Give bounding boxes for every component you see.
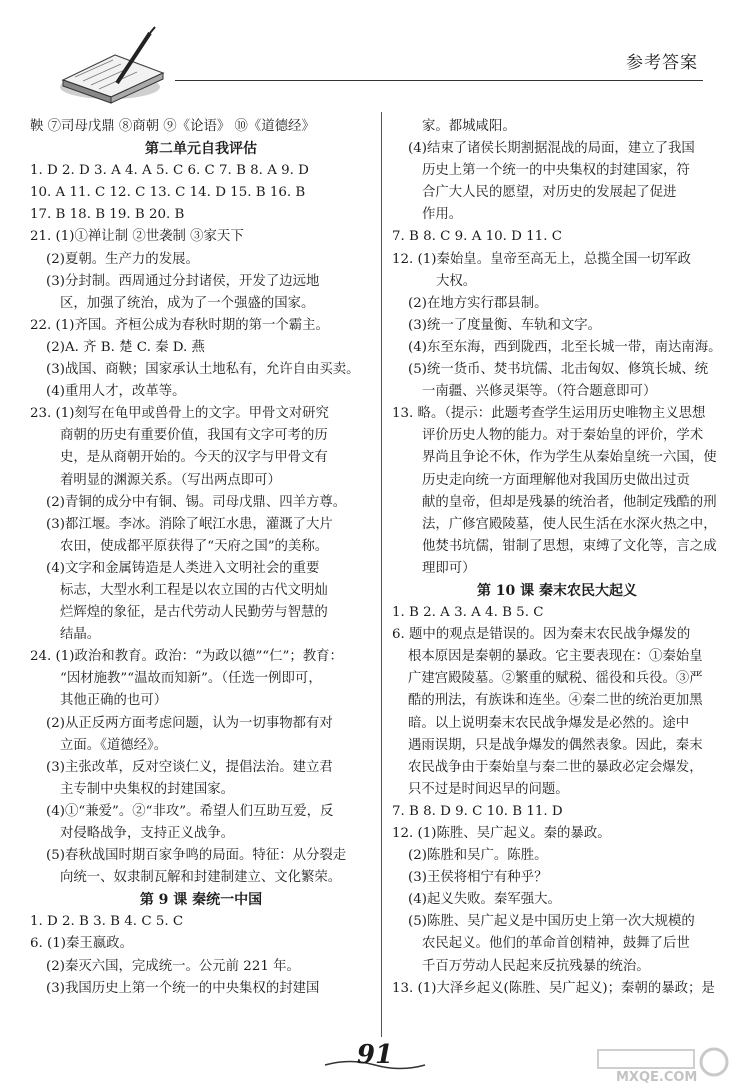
answer-line: 12. (1)秦始皇。皇帝至高无上，总揽全国一切军政 — [392, 251, 691, 267]
answer-line: (3)都江堰。李冰。消除了岷江水患，灌溉了大片 — [46, 516, 333, 532]
answer-line: 大权。 — [436, 273, 477, 289]
answer-line: 法，广修宫殿陵墓，使人民生活在水深火热之中， — [422, 516, 717, 532]
answer-line: 13. 略。（提示：此题考查学生运用历史唯物主义思想 — [392, 406, 706, 422]
answer-line: 理即可） — [422, 560, 476, 576]
answer-line: 农田，使成都平原获得了“天府之国”的美称。 — [60, 538, 329, 554]
answer-line: 评价历史人物的能力。对于秦始皇的评价，学术 — [422, 428, 704, 444]
answer-line: (3)战国、商鞅；国家承认土地私有，允许自由买卖。 — [46, 362, 360, 378]
watermark-text: MXQE.COM — [616, 1070, 698, 1085]
answer-line: 6. (1)秦王嬴政。 — [30, 936, 133, 952]
answer-line: 商朝的历史有重要价值，我国有文字可考的历 — [60, 428, 328, 444]
page-number: 91 — [356, 1040, 394, 1070]
section-heading: 第 10 课 秦末农民大起义 — [476, 582, 638, 599]
section-heading: 第二单元自我评估 — [145, 141, 257, 158]
answer-line: 结晶。 — [60, 627, 101, 643]
answer-line: (2)陈胜和吴广。陈胜。 — [408, 848, 548, 864]
answer-line: (2)从正反两方面考虑问题，认为一切事物都有对 — [46, 715, 333, 731]
answer-column-right — [392, 116, 722, 1000]
answer-line: (2)青铜的成分中有铜、锡。司母戊鼎、四羊方尊。 — [46, 494, 347, 510]
watermark-logo — [596, 1046, 736, 1086]
answer-line: 暗。以上说明秦末农民战争爆发是必然的。途中 — [408, 715, 690, 731]
answer-line: 7. B 8. C 9. A 10. D 11. C — [392, 229, 562, 245]
answer-line: 作用。 — [422, 207, 463, 223]
answer-line: 标志，大型水利工程是以农立国的古代文明灿 — [60, 582, 328, 598]
answer-line: 遇雨误期，只是战争爆发的偶然表象。因此，秦末 — [408, 737, 703, 753]
answer-line: 10. A 11. C 12. C 13. C 14. D 15. B 16. B — [30, 185, 306, 201]
answer-line: (2)A. 齐 B. 楚 C. 秦 D. 燕 — [46, 339, 205, 355]
answer-line: 烂辉煌的象征，是古代劳动人民勤劳与智慧的 — [60, 605, 328, 621]
book-pen-logo-icon — [55, 25, 175, 110]
answer-line: 其他正确的也可） — [60, 693, 168, 709]
answer-line: 向统一、奴隶制瓦解和封建制建立、文化繁荣。 — [60, 870, 342, 886]
answer-line: (2)在地方实行郡县制。 — [408, 295, 548, 311]
answer-line: 着明显的渊源关系。（写出两点即可） — [60, 472, 281, 488]
answer-line: 21. (1)①禅让制 ②世袭制 ③家天下 — [30, 229, 244, 245]
answer-line: (5)陈胜、吴广起义是中国历史上第一次大规模的 — [408, 914, 695, 930]
answer-line: (3)主张改革，反对空谈仁义，提倡法治。建立君 — [46, 759, 333, 775]
answer-line: (3)统一了度量衡、车轨和文字。 — [408, 317, 602, 333]
answer-line: 他焚书坑儒，钳制了思想，束缚了文化等，言之成 — [422, 538, 717, 554]
answer-line: 历史上第一个统一的中央集权的封建国家，符 — [422, 163, 690, 179]
column-divider — [381, 112, 382, 1037]
answer-line: 界尚且争论不休，作为学生从秦始皇统一六国，使 — [422, 450, 717, 466]
page-header — [0, 0, 750, 100]
answer-line: 12. (1)陈胜、吴广起义。秦的暴政。 — [392, 826, 611, 841]
answer-line: 只不过是时间迟早的问题。 — [408, 781, 569, 797]
answer-line: 酷的刑法，有族诛和连坐。④秦二世的统治更加黑 — [408, 693, 703, 709]
answer-line: 对侵略战争，支持正义战争。 — [60, 826, 235, 841]
answer-line: 17. B 18. B 19. B 20. B — [30, 207, 185, 223]
answer-line: 13. (1)大泽乡起义(陈胜、吴广起义)；秦朝的暴政；是 — [392, 980, 715, 996]
answer-line: 立面。《道德经》。 — [60, 737, 168, 753]
answer-line: (4)结束了诸侯长期割据混战的局面，建立了我国 — [408, 141, 695, 157]
answer-line: 1. D 2. B 3. B 4. C 5. C — [30, 914, 184, 930]
answer-line: 24. (1)政治和教育。政治：“为政以德”“仁”；教育： — [30, 649, 343, 665]
answer-line: 农民战争由于秦始皇与秦二世的暴政必定会爆发， — [408, 759, 703, 775]
answer-line: (4)起义失败。秦军强大。 — [408, 892, 561, 908]
answer-line: 广建宫殿陵墓。②繁重的赋税、徭役和兵役。③严 — [408, 671, 703, 687]
answer-line: (3)我国历史上第一个统一的中央集权的封建国 — [46, 980, 320, 996]
answer-line: (3)王侯将相宁有种乎？ — [408, 870, 548, 886]
section-heading: 第 9 课 秦统一中国 — [139, 892, 263, 909]
answer-line: (4)①“兼爱”。②“非攻”。希望人们互助互爱，反 — [46, 803, 334, 819]
header-rule — [175, 80, 703, 81]
answer-line: “因材施教”“温故而知新”。（任选一例即可， — [60, 671, 322, 687]
answer-line: (4)文字和金属铸造是人类进入文明社会的重要 — [46, 560, 320, 576]
answer-line: (2)秦灭六国，完成统一。公元前 221 年。 — [46, 958, 300, 974]
answer-line: 鞅 ⑦司母戊鼎 ⑧商朝 ⑨《论语》 ⑩《道德经》 — [30, 119, 315, 134]
answer-line: 1. B 2. A 3. A 4. B 5. C — [392, 605, 544, 621]
answer-line: 家。都城咸阳。 — [422, 119, 516, 134]
answer-line: (5)统一货币、焚书坑儒、北击匈奴、修筑长城、统 — [408, 362, 709, 378]
answer-line: 历史走向统一方面理解他对我国历史做出过贡 — [422, 472, 690, 488]
answer-line: 农民起义。他们的革命首创精神，鼓舞了后世 — [422, 936, 690, 952]
answer-line: 1. D 2. D 3. A 4. A 5. C 6. C 7. B 8. A 9. D — [30, 163, 309, 179]
answer-column-left — [30, 116, 372, 1000]
answer-line: 6. 题中的观点是错误的。因为秦末农民战争爆发的 — [392, 627, 691, 643]
answer-line: (4)重用人才，改革等。 — [46, 384, 186, 400]
answer-line: 22. (1)齐国。齐桓公成为春秋时期的第一个霸主。 — [30, 317, 329, 333]
answer-line: 根本原因是秦朝的暴政。它主要表现在：①秦始皇 — [408, 649, 703, 665]
answer-line: 主专制中央集权的封建国家。 — [60, 781, 235, 797]
answer-line: 合广大人民的愿望，对历史的发展起了促进 — [422, 185, 677, 201]
answer-line: 7. B 8. D 9. C 10. B 11. D — [392, 803, 563, 819]
answer-line: (2)夏朝。生产力的发展。 — [46, 251, 199, 267]
answer-line: (4)东至东海，西到陇西，北至长城一带，南达南海。 — [408, 339, 722, 355]
answer-line: 一南疆、兴修灵渠等。（符合题意即可） — [422, 384, 657, 400]
answer-line: (5)春秋战国时期百家争鸣的局面。特征：从分裂走 — [46, 848, 347, 864]
answer-line: 献的皇帝，但却是残暴的统治者，他制定残酷的刑 — [422, 494, 717, 510]
answer-line: 23. (1)刻写在龟甲或兽骨上的文字。甲骨文对研究 — [30, 406, 329, 422]
header-title: 参考答案 — [626, 53, 698, 73]
answer-line: 区，加强了统治，成为了一个强盛的国家。 — [60, 295, 315, 311]
answer-line: 千百万劳动人民起来反抗残暴的统治。 — [422, 958, 650, 974]
answer-line: 史，是从商朝开始的。今天的汉字与甲骨文有 — [60, 450, 328, 466]
answer-line: (3)分封制。西周通过分封诸侯，开发了边远地 — [46, 273, 320, 289]
